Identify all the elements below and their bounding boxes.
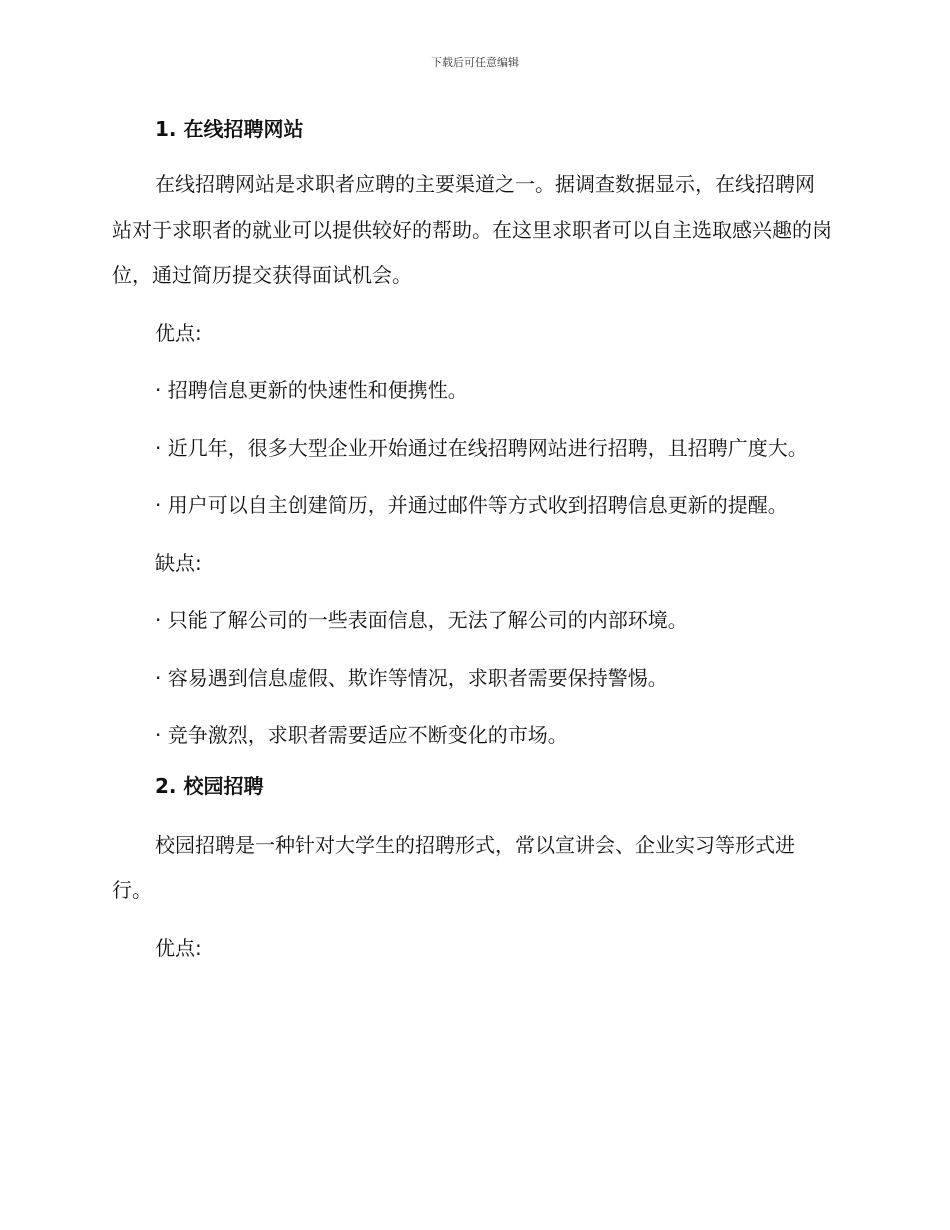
section-1-con-item: · 容易遇到信息虚假、欺诈等情况，求职者需要保持警惕。	[155, 665, 668, 690]
page-header: 下载后可任意编辑	[431, 56, 519, 69]
section-2-intro: 校园招聘是一种针对大学生的招聘形式，常以宣讲会、企业实习等形式进行。	[112, 832, 795, 902]
section-1-pros-label: 优点:	[155, 320, 202, 345]
section-2-heading: 2. 校园招聘	[155, 773, 264, 798]
section-1-con-item: · 只能了解公司的一些表面信息，无法了解公司的内部环境。	[155, 608, 688, 632]
document-body	[112, 112, 832, 971]
section-1-cons-label: 缺点:	[155, 550, 202, 575]
section-1-pro-item: · 近几年，很多大型企业开始通过在线招聘网站进行招聘，且招聘广度大。	[155, 435, 808, 460]
section-2-pros-label: 优点:	[155, 935, 202, 960]
section-1-intro: 在线招聘网站是求职者应聘的主要渠道之一。据调查数据显示，在线招聘网站对于求职者的就业可以提供较好的帮助。在这里求职者可以自主选取感兴趣的岗位，通过简历提交获得面试机会。	[112, 172, 832, 287]
section-1-pro-item: · 用户可以自主创建简历，并通过邮件等方式收到招聘信息更新的提醒。	[155, 493, 788, 517]
section-1-heading: 1. 在线招聘网站	[155, 117, 304, 141]
section-1-pro-item: · 招聘信息更新的快速性和便携性。	[155, 378, 468, 402]
section-1-con-item: · 竞争激烈，求职者需要适应不断变化的市场。	[155, 723, 568, 747]
